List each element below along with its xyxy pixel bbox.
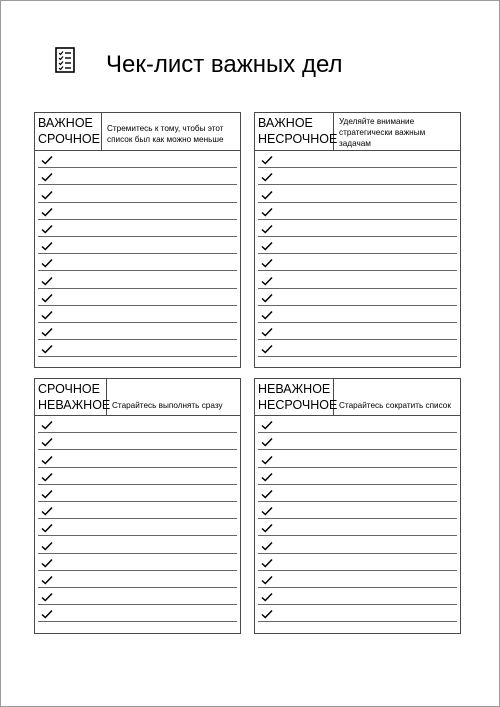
- checklist-row[interactable]: [258, 340, 457, 357]
- quadrant-note: Стремитесь к тому, чтобы этот список был как можно меньше: [107, 124, 224, 144]
- checkmark-icon: [41, 344, 53, 354]
- quadrant-title-line2: НЕВАЖНОЕ: [38, 398, 111, 412]
- checklist-icon: [55, 47, 75, 73]
- checkmark-icon: [41, 327, 53, 337]
- checkmark-icon: [261, 437, 273, 447]
- page-title: Чек-лист важных дел: [106, 51, 343, 78]
- checkmark-icon: [261, 506, 273, 516]
- checklist-row[interactable]: [38, 306, 237, 323]
- checklist-row[interactable]: [258, 220, 457, 237]
- checklist-rows: [255, 151, 460, 357]
- quadrant-header: [255, 379, 460, 416]
- checkmark-icon: [41, 472, 53, 482]
- checkmark-icon: [261, 241, 273, 251]
- checkmark-icon: [41, 455, 53, 465]
- checkmark-icon: [261, 455, 273, 465]
- quadrant-important-urgent: [34, 112, 241, 368]
- checkmark-icon: [41, 310, 53, 320]
- checklist-row[interactable]: [258, 271, 457, 288]
- checklist-row[interactable]: [38, 588, 237, 605]
- checklist-row[interactable]: [258, 468, 457, 485]
- checklist-row[interactable]: [38, 220, 237, 237]
- checkmark-icon: [261, 190, 273, 200]
- quadrant-title: [35, 113, 102, 150]
- checklist-row[interactable]: [258, 588, 457, 605]
- checkmark-icon: [261, 258, 273, 268]
- checklist-row[interactable]: [38, 519, 237, 536]
- checkmark-icon: [261, 420, 273, 430]
- checkmark-icon: [41, 172, 53, 182]
- checklist-row[interactable]: [258, 571, 457, 588]
- checklist-row[interactable]: [258, 168, 457, 185]
- checkmark-icon: [41, 575, 53, 585]
- checklist-row[interactable]: [258, 203, 457, 220]
- quadrant-note: Старайтесь сократить список: [339, 401, 451, 410]
- checklist-row[interactable]: [258, 323, 457, 340]
- quadrant-title-line1: ВАЖНОЕ: [258, 116, 313, 130]
- checklist-row[interactable]: [258, 536, 457, 553]
- checklist-row[interactable]: [258, 554, 457, 571]
- quadrant-important-not-urgent: [254, 112, 461, 368]
- quadrant-header: [35, 379, 240, 416]
- checklist-row[interactable]: [38, 168, 237, 185]
- checkmark-icon: [261, 558, 273, 568]
- checklist-row[interactable]: [38, 271, 237, 288]
- checkmark-icon: [261, 592, 273, 602]
- checkmark-icon: [261, 207, 273, 217]
- checkmark-icon: [41, 541, 53, 551]
- checklist-row[interactable]: [38, 340, 237, 357]
- checkmark-icon: [261, 155, 273, 165]
- quadrant-title-line1: ВАЖНОЕ: [38, 116, 93, 130]
- checklist-row[interactable]: [38, 254, 237, 271]
- checklist-row[interactable]: [258, 519, 457, 536]
- checklist-row[interactable]: [38, 416, 237, 433]
- checkmark-icon: [41, 506, 53, 516]
- checklist-row[interactable]: [258, 416, 457, 433]
- checkmark-icon: [41, 420, 53, 430]
- checklist-row[interactable]: [38, 323, 237, 340]
- quadrant-title-line1: НЕВАЖНОЕ: [258, 382, 331, 396]
- checklist-row[interactable]: [258, 185, 457, 202]
- checklist-row[interactable]: [38, 485, 237, 502]
- checkmark-icon: [41, 190, 53, 200]
- quadrant-title-line1: СРОЧНОЕ: [38, 382, 100, 396]
- checkmark-icon: [261, 276, 273, 286]
- checklist-row[interactable]: [38, 536, 237, 553]
- checklist-row[interactable]: [38, 605, 237, 622]
- checklist-row[interactable]: [258, 605, 457, 622]
- checkmark-icon: [261, 293, 273, 303]
- checkmark-icon: [41, 293, 53, 303]
- checklist-row[interactable]: [38, 151, 237, 168]
- checklist-row[interactable]: [258, 450, 457, 467]
- checklist-row[interactable]: [38, 502, 237, 519]
- checkmark-icon: [41, 258, 53, 268]
- quadrant-title: [255, 113, 338, 150]
- checklist-row[interactable]: [258, 502, 457, 519]
- quadrant-title: [35, 379, 111, 415]
- quadrant-title-line2: НЕСРОЧНОЕ: [258, 132, 338, 146]
- checklist-row[interactable]: [258, 289, 457, 306]
- quadrant-title-line2: НЕСРОЧНОЕ: [258, 398, 338, 412]
- checklist-row[interactable]: [38, 433, 237, 450]
- quadrant-title: [255, 379, 338, 415]
- checkmark-icon: [41, 523, 53, 533]
- checklist-rows: [255, 416, 460, 622]
- checkmark-icon: [41, 592, 53, 602]
- checklist-row[interactable]: [38, 237, 237, 254]
- checklist-rows: [35, 151, 240, 357]
- checkmark-icon: [41, 155, 53, 165]
- checkmark-icon: [261, 327, 273, 337]
- quadrant-title-line2: СРОЧНОЕ: [38, 132, 100, 146]
- checklist-row[interactable]: [38, 554, 237, 571]
- checkmark-icon: [261, 609, 273, 619]
- checkmark-icon: [261, 224, 273, 234]
- checklist-row[interactable]: [258, 306, 457, 323]
- checklist-row[interactable]: [258, 254, 457, 271]
- checklist-rows: [35, 416, 240, 622]
- checklist-row[interactable]: [38, 468, 237, 485]
- checkmark-icon: [41, 207, 53, 217]
- checkmark-icon: [261, 489, 273, 499]
- checklist-row[interactable]: [38, 571, 237, 588]
- quadrant-note: Уделяйте внимание стратегически важным задачам: [339, 117, 426, 148]
- checklist-row[interactable]: [258, 237, 457, 254]
- quadrant-header: [255, 113, 460, 151]
- checkmark-icon: [261, 472, 273, 482]
- quadrant-header: [35, 113, 240, 151]
- checkmark-icon: [41, 241, 53, 251]
- checkmark-icon: [41, 489, 53, 499]
- checkmark-icon: [41, 224, 53, 234]
- checklist-row[interactable]: [258, 485, 457, 502]
- checklist-row[interactable]: [38, 203, 237, 220]
- checklist-row[interactable]: [38, 289, 237, 306]
- checklist-row[interactable]: [38, 185, 237, 202]
- checkmark-icon: [261, 541, 273, 551]
- checkmark-icon: [261, 523, 273, 533]
- checkmark-icon: [41, 609, 53, 619]
- quadrant-urgent-not-important: [34, 378, 241, 634]
- checklist-row[interactable]: [258, 151, 457, 168]
- checkmark-icon: [261, 172, 273, 182]
- quadrant-note: Старайтесь выполнять сразу: [112, 401, 223, 410]
- quadrant-not-important-not-urgent: [254, 378, 461, 634]
- checkmark-icon: [261, 310, 273, 320]
- checkmark-icon: [41, 276, 53, 286]
- checkmark-icon: [261, 575, 273, 585]
- checkmark-icon: [261, 344, 273, 354]
- checklist-row[interactable]: [258, 433, 457, 450]
- checkmark-icon: [41, 437, 53, 447]
- checkmark-icon: [41, 558, 53, 568]
- checklist-row[interactable]: [38, 450, 237, 467]
